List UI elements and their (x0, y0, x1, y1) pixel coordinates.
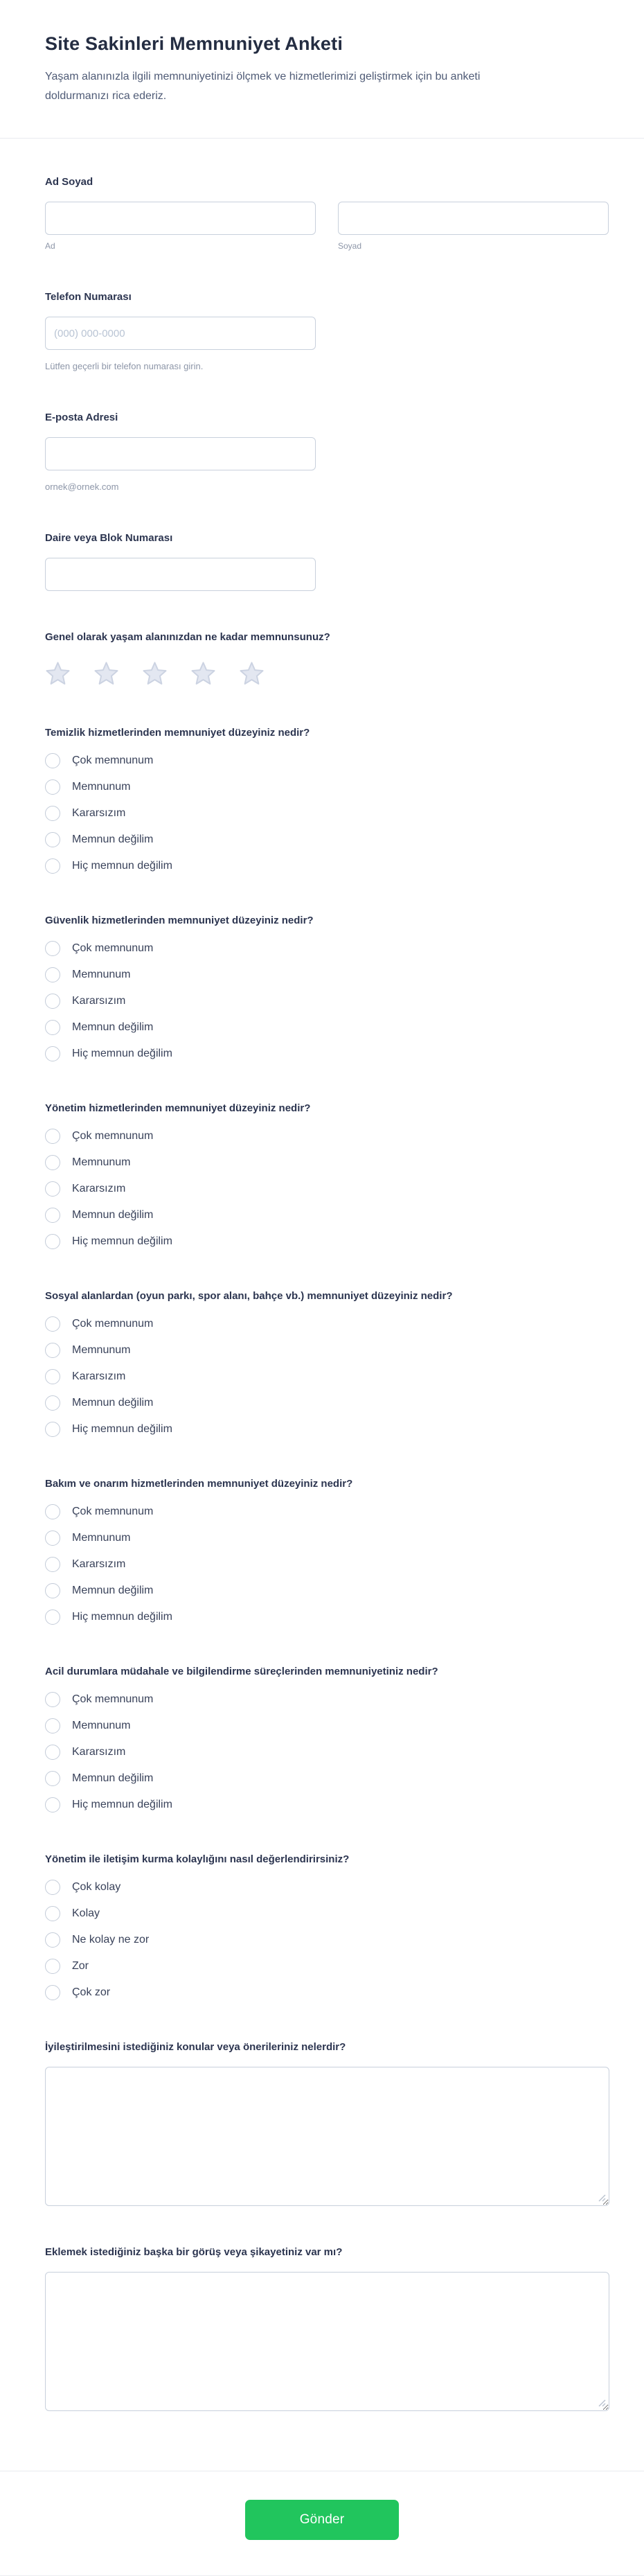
star-icon-3[interactable] (142, 661, 168, 687)
radio-option-label: Memnun değilim (72, 1209, 154, 1221)
radio-option-label: Memnunum (72, 1156, 131, 1168)
phone-help-text: Lütfen geçerli bir telefon numarası girin. (45, 361, 204, 371)
radio-option-label: Memnun değilim (72, 1772, 154, 1784)
radio-button-icon[interactable] (45, 1692, 60, 1707)
radio-option-temizlik-3[interactable] (45, 805, 609, 822)
radio-option-iletisim-kolayligi-4[interactable] (45, 1958, 609, 1975)
radio-option-bakim-onarim-4[interactable] (45, 1582, 609, 1599)
radio-option-temizlik-2[interactable] (45, 779, 609, 795)
radio-button-icon[interactable] (45, 753, 60, 768)
radio-option-label: Çok memnunum (72, 1693, 154, 1705)
email-input[interactable] (45, 437, 316, 470)
radio-option-bakim-onarim-2[interactable] (45, 1530, 609, 1546)
radio-button-icon[interactable] (45, 941, 60, 956)
question-label-iletisim-kolayligi: Yönetim ile iletişim kurma kolaylığını nasıl değerlendirirsiniz? (45, 1853, 350, 1865)
radio-option-label: Kararsızım (72, 1558, 126, 1570)
radio-question-yonetim (45, 1102, 609, 1250)
radio-options (45, 1691, 609, 1813)
unit-number-label: Daire veya Blok Numarası (45, 532, 173, 544)
radio-option-iletisim-kolayligi-1[interactable] (45, 1879, 609, 1896)
overall-rating-label: Genel olarak yaşam alanınızdan ne kadar memnunsunuz? (45, 631, 330, 643)
radio-button-icon[interactable] (45, 1745, 60, 1760)
textarea-sikayetler[interactable] (45, 2272, 609, 2411)
radio-option-acil-durum-4[interactable] (45, 1770, 609, 1787)
radio-button-icon[interactable] (45, 1422, 60, 1437)
radio-button-icon[interactable] (45, 1718, 60, 1733)
textarea-question-oneriler (45, 2041, 609, 2206)
textarea-oneriler[interactable] (45, 2067, 609, 2206)
radio-option-label: Kararsızım (72, 1746, 126, 1758)
radio-options (45, 940, 609, 1062)
radio-option-label: Hiç memnun değilim (72, 1423, 172, 1435)
radio-option-sosyal-alanlar-5[interactable] (45, 1421, 609, 1438)
radio-option-label: Çok memnunum (72, 1506, 154, 1517)
field-group-unit-number (45, 532, 609, 591)
star-rating (45, 661, 609, 687)
radio-button-icon[interactable] (45, 1181, 60, 1197)
radio-button-icon[interactable] (45, 1046, 60, 1061)
question-label-sikayetler: Eklemek istediğiniz başka bir görüş veya şikayetiniz var mı? (45, 2246, 343, 2258)
radio-option-guvenlik-3[interactable] (45, 993, 609, 1009)
submit-button[interactable]: Gönder (245, 2500, 399, 2540)
radio-button-icon[interactable] (45, 1208, 60, 1223)
question-label-bakim-onarim: Bakım ve onarım hizmetlerinden memnuniyet düzeyiniz nedir? (45, 1478, 353, 1490)
radio-question-temizlik (45, 727, 609, 874)
radio-button-icon[interactable] (45, 1771, 60, 1786)
radio-option-iletisim-kolayligi-3[interactable] (45, 1932, 609, 1948)
radio-button-icon[interactable] (45, 994, 60, 1009)
radio-button-icon[interactable] (45, 1797, 60, 1812)
radio-button-icon[interactable] (45, 1395, 60, 1411)
star-icon-2[interactable] (93, 661, 119, 687)
radio-question-sosyal-alanlar (45, 1290, 609, 1438)
radio-option-acil-durum-3[interactable] (45, 1744, 609, 1761)
email-help-text: ornek@ornek.com (45, 482, 119, 492)
radio-option-label: Memnun değilim (72, 1397, 154, 1409)
star-icon-4[interactable] (190, 661, 216, 687)
question-label-oneriler: İyileştirilmesini istediğiniz konular veya önerileriniz nelerdir? (45, 2041, 346, 2053)
radio-option-sosyal-alanlar-1[interactable] (45, 1316, 609, 1332)
radio-option-yonetim-3[interactable] (45, 1181, 609, 1197)
radio-options (45, 1503, 609, 1625)
radio-option-label: Memnunum (72, 1720, 131, 1731)
radio-option-bakim-onarim-5[interactable] (45, 1609, 609, 1625)
radio-option-label: Kararsızım (72, 1183, 126, 1194)
radio-option-acil-durum-2[interactable] (45, 1718, 609, 1734)
form-header (0, 0, 644, 139)
radio-option-label: Çok memnunum (72, 755, 154, 766)
radio-button-icon[interactable] (45, 1316, 60, 1332)
radio-option-iletisim-kolayligi-5[interactable] (45, 1984, 609, 2001)
radio-options (45, 1128, 609, 1250)
radio-options (45, 752, 609, 874)
radio-questions-container (45, 727, 609, 2001)
radio-option-label: Kararsızım (72, 995, 126, 1007)
radio-button-icon[interactable] (45, 1530, 60, 1546)
radio-button-icon[interactable] (45, 1932, 60, 1948)
radio-options (45, 1879, 609, 2001)
radio-button-icon[interactable] (45, 1583, 60, 1598)
radio-option-label: Çok kolay (72, 1881, 121, 1893)
radio-option-label: Hiç memnun değilim (72, 1048, 172, 1059)
radio-option-guvenlik-2[interactable] (45, 967, 609, 983)
radio-question-iletisim-kolayligi (45, 1853, 609, 2001)
radio-options (45, 1316, 609, 1438)
phone-input[interactable] (45, 317, 316, 350)
question-label-temizlik: Temizlik hizmetlerinden memnuniyet düzeyiniz nedir? (45, 727, 310, 739)
question-label-yonetim: Yönetim hizmetlerinden memnuniyet düzeyiniz nedir? (45, 1102, 311, 1114)
radio-option-acil-durum-1[interactable] (45, 1691, 609, 1708)
textarea-questions-container (45, 2041, 609, 2411)
radio-option-label: Memnun değilim (72, 1021, 154, 1033)
radio-option-temizlik-5[interactable] (45, 858, 609, 874)
radio-question-bakim-onarim (45, 1478, 609, 1625)
last-name-sublabel: Soyad (338, 241, 362, 251)
radio-button-icon[interactable] (45, 1234, 60, 1249)
radio-option-sosyal-alanlar-3[interactable] (45, 1368, 609, 1385)
radio-button-icon[interactable] (45, 779, 60, 795)
radio-option-label: Kararsızım (72, 1370, 126, 1382)
form-title: Site Sakinleri Memnuniyet Anketi (45, 33, 343, 54)
radio-option-temizlik-4[interactable] (45, 831, 609, 848)
question-label-acil-durum: Acil durumlara müdahale ve bilgilendirme süreçlerinden memnuniyetiniz nedir? (45, 1666, 438, 1677)
radio-button-icon[interactable] (45, 1155, 60, 1170)
last-name-column (338, 202, 609, 251)
radio-option-label: Çok zor (72, 1986, 111, 1998)
full-name-row (45, 202, 609, 251)
field-group-overall-rating (45, 631, 609, 687)
radio-option-label: Hiç memnun değilim (72, 1611, 172, 1623)
radio-option-bakim-onarim-3[interactable] (45, 1556, 609, 1573)
textarea-wrapper (45, 2272, 609, 2411)
radio-button-icon[interactable] (45, 806, 60, 821)
radio-option-guvenlik-5[interactable] (45, 1046, 609, 1062)
field-group-phone (45, 291, 609, 371)
field-group-email (45, 412, 609, 492)
question-label-guvenlik: Güvenlik hizmetlerinden memnuniyet düzeyiniz nedir? (45, 915, 314, 926)
email-label: E-posta Adresi (45, 412, 118, 423)
radio-option-label: Hiç memnun değilim (72, 1799, 172, 1810)
unit-number-input[interactable] (45, 558, 316, 591)
textarea-wrapper (45, 2067, 609, 2206)
textarea-question-sikayetler (45, 2246, 609, 2411)
radio-option-label: Kararsızım (72, 807, 126, 819)
radio-option-label: Hiç memnun değilim (72, 860, 172, 872)
radio-option-label: Zor (72, 1960, 89, 1972)
radio-button-icon[interactable] (45, 967, 60, 982)
radio-option-label: Memnun değilim (72, 1585, 154, 1596)
radio-button-icon[interactable] (45, 1557, 60, 1572)
phone-label: Telefon Numarası (45, 291, 132, 303)
radio-button-icon[interactable] (45, 832, 60, 847)
radio-option-label: Memnunum (72, 781, 131, 793)
radio-option-yonetim-5[interactable] (45, 1233, 609, 1250)
first-name-column (45, 202, 316, 251)
radio-option-label: Çok memnunum (72, 942, 154, 954)
radio-option-yonetim-1[interactable] (45, 1128, 609, 1145)
radio-option-label: Memnunum (72, 969, 131, 980)
radio-button-icon[interactable] (45, 1609, 60, 1625)
radio-option-label: Çok memnunum (72, 1130, 154, 1142)
radio-option-sosyal-alanlar-4[interactable] (45, 1395, 609, 1411)
last-name-input[interactable] (338, 202, 609, 235)
first-name-input[interactable] (45, 202, 316, 235)
radio-option-label: Memnun değilim (72, 833, 154, 845)
radio-option-yonetim-2[interactable] (45, 1154, 609, 1171)
radio-button-icon[interactable] (45, 1129, 60, 1144)
radio-option-label: Çok memnunum (72, 1318, 154, 1330)
radio-button-icon[interactable] (45, 1880, 60, 1895)
radio-button-icon[interactable] (45, 1906, 60, 1921)
field-group-full-name (45, 176, 609, 251)
form-subtitle: Yaşam alanınızla ilgili memnuniyetinizi ölçmek ve hizmetlerimizi geliştirmek için bu anketi doldurmanızı rica ederiz. (45, 71, 481, 102)
radio-button-icon[interactable] (45, 1020, 60, 1035)
radio-option-bakim-onarim-1[interactable] (45, 1503, 609, 1520)
form-footer (0, 2471, 644, 2575)
radio-option-iletisim-kolayligi-2[interactable] (45, 1905, 609, 1922)
radio-question-acil-durum (45, 1666, 609, 1813)
full-name-label: Ad Soyad (45, 176, 93, 188)
radio-option-guvenlik-4[interactable] (45, 1019, 609, 1036)
radio-option-temizlik-1[interactable] (45, 752, 609, 769)
radio-button-icon[interactable] (45, 1369, 60, 1384)
radio-option-yonetim-4[interactable] (45, 1207, 609, 1224)
form-body (0, 139, 644, 2471)
radio-option-sosyal-alanlar-2[interactable] (45, 1342, 609, 1359)
radio-option-acil-durum-5[interactable] (45, 1797, 609, 1813)
radio-question-guvenlik (45, 915, 609, 1062)
question-label-sosyal-alanlar: Sosyal alanlardan (oyun parkı, spor alanı, bahçe vb.) memnuniyet düzeyiniz nedir? (45, 1290, 453, 1302)
first-name-sublabel: Ad (45, 241, 55, 251)
star-icon-5[interactable] (239, 661, 265, 687)
radio-button-icon[interactable] (45, 1959, 60, 1974)
radio-button-icon[interactable] (45, 1504, 60, 1519)
radio-button-icon[interactable] (45, 1985, 60, 2000)
radio-option-guvenlik-1[interactable] (45, 940, 609, 957)
radio-button-icon[interactable] (45, 1343, 60, 1358)
radio-option-label: Memnunum (72, 1344, 131, 1356)
radio-option-label: Kolay (72, 1907, 100, 1919)
radio-button-icon[interactable] (45, 858, 60, 874)
radio-option-label: Memnunum (72, 1532, 131, 1544)
star-icon-1[interactable] (45, 661, 71, 687)
radio-option-label: Hiç memnun değilim (72, 1235, 172, 1247)
radio-option-label: Ne kolay ne zor (72, 1934, 150, 1946)
